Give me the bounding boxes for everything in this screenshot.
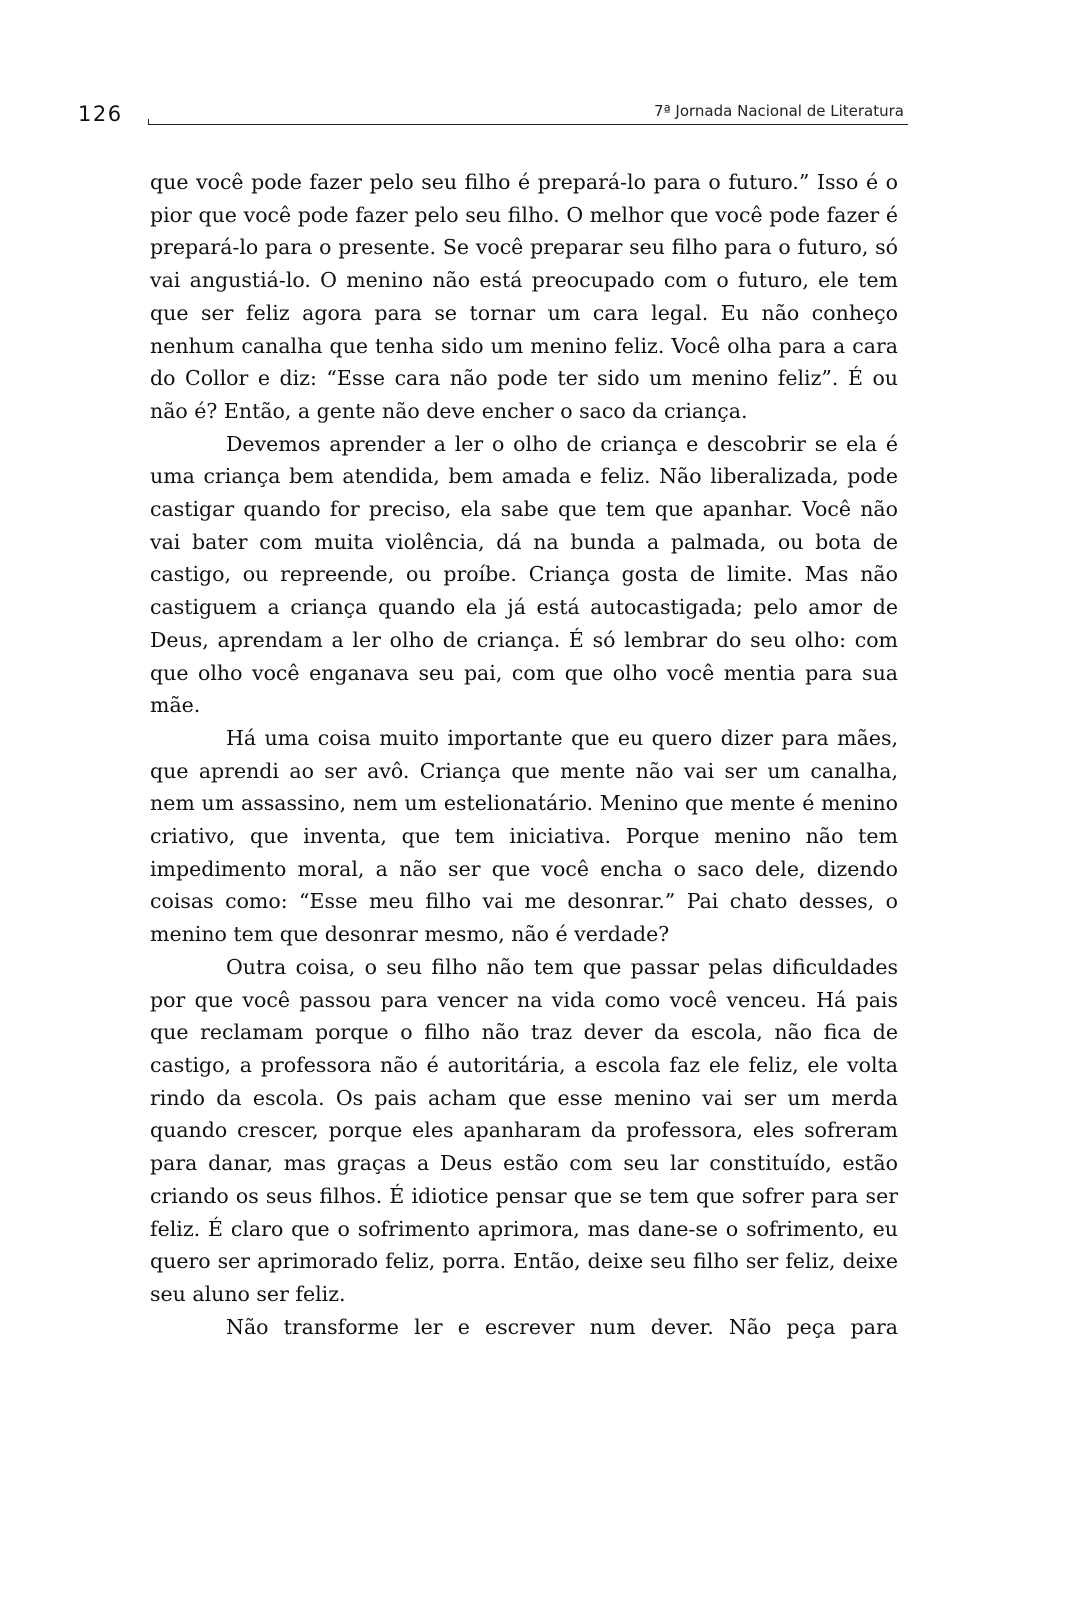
paragraph: Devemos aprender a ler o olho de criança e descobrir se ela é uma criança bem atendida, bem amada e feliz. Não liberalizada, pode castigar quando for preciso, ela sabe que tem que apanhar. Você não vai bater com muita violência, dá na bunda a palmada, ou bota de castigo, ou repreende, ou proíbe. Criança gosta de limite. Mas não castiguem a criança quando ela já está autocastigada; pelo amor de Deus, aprendam a ler olho de criança. É só lembrar do seu olho: com que olho você enganava seu pai, com que olho você mentia para sua mãe. <box>150 431 898 718</box>
paragraph-continues: Não transforme ler e escrever num dever. Não peça para <box>226 1314 898 1339</box>
paragraph: Outra coisa, o seu filho não tem que passar pelas dificuldades por que você passou para vencer na vida como você venceu. Há pais que reclamam porque o filho não traz dever da escola, não fica de castigo, a professora não é autoritária, a escola faz ele feliz, ele volta rindo da escola. Os pais acham que esse menino vai ser um merda quando crescer, porque eles apanharam da professora, eles sofreram para danar, mas graças a Deus estão com seu lar constituído, estão criando os seus filhos. É idiotice pensar que se tem que sofrer para ser feliz. É claro que o sofrimento aprimora, mas dane-se o sofrimento, eu quero ser aprimorado feliz, porra. Então, deixe seu filho ser feliz, deixe seu aluno ser feliz. <box>150 954 898 1306</box>
page-header <box>78 100 908 130</box>
body-text <box>150 166 898 1343</box>
running-title: 7ª Jornada Nacional de Literatura <box>654 102 904 120</box>
page-number: 126 <box>78 102 123 126</box>
header-rule <box>148 124 908 125</box>
paragraph: Há uma coisa muito importante que eu quero dizer para mães, que aprendi ao ser avô. Criança que mente não vai ser um canalha, nem um assassino, nem um estelionatário. Menino que mente é menino criativo, que inventa, que tem iniciativa. Porque menino não tem impedimento moral, a não ser que você encha o saco dele, dizendo coisas como: “Esse meu filho vai me desonrar.” Pai chato desses, o menino tem que desonrar mesmo, não é verdade? <box>150 725 898 947</box>
paragraph-continued: que você pode fazer pelo seu filho é prepará-lo para o futuro.” Isso é o pior que você pode fazer pelo seu filho. O melhor que você pode fazer é prepará-lo para o presente. Se você preparar seu filho para o futuro, só vai angustiá-lo. O menino não está preocupado com o futuro, ele tem que ser feliz agora para se tornar um cara legal. Eu não conheço nenhum canalha que tenha sido um menino feliz. Você olha para a cara do Collor e diz: “Esse cara não pode ter sido um menino feliz”. É ou não é? Então, a gente não deve encher o saco da criança. <box>150 170 898 423</box>
